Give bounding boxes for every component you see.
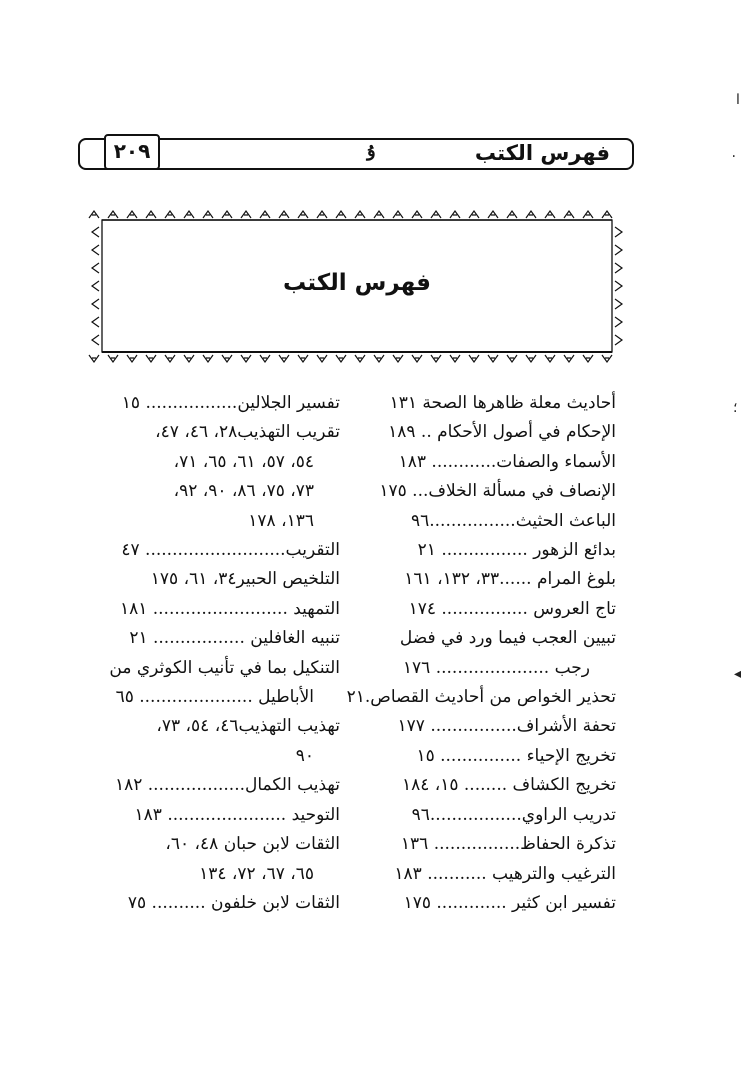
index-entry: تدريب الراوي.................٩٦: [411, 804, 616, 825]
border-ornament: [412, 211, 422, 218]
border-ornament: [317, 355, 327, 362]
border-ornament: [615, 227, 622, 237]
index-entry: الترغيب والترهيب ........... ١٨٣: [394, 863, 616, 884]
border-ornament: [127, 355, 137, 362]
border-ornament: [260, 211, 270, 218]
border-ornament: [450, 355, 460, 362]
index-entry: تفسير ابن كثير ............. ١٧٥: [403, 892, 616, 913]
index-entry: ٩٠: [295, 745, 314, 766]
index-entry: الأسماء والصفات............ ١٨٣: [398, 451, 616, 472]
border-ornament: [203, 211, 213, 218]
border-ornament: [469, 211, 479, 218]
running-header: [78, 138, 634, 170]
header-ornament: ۇ: [367, 140, 376, 161]
title-frame: [88, 208, 626, 366]
border-ornament: [615, 245, 622, 255]
index-entry: التوحيد ...................... ١٨٣: [134, 804, 340, 825]
border-ornament: [89, 355, 99, 362]
index-entry: التنكيل بما في تأنيب الكوثري من: [109, 657, 340, 678]
border-ornament: [336, 355, 346, 362]
border-ornament: [526, 355, 536, 362]
index-entry: الإحكام في أصول الأحكام .. ١٨٩: [388, 422, 616, 443]
border-ornament: [431, 355, 441, 362]
border-ornament: [184, 211, 194, 218]
index-entry: ٧٣، ٧٥، ٨٦، ٩٠، ٩٢،: [173, 481, 314, 502]
index-entry: تهذيب الكمال.................. ١٨٢: [114, 775, 340, 796]
index-entry: التمهيد ......................... ١٨١: [119, 598, 340, 619]
border-ornament: [526, 211, 536, 218]
index-entry: التقريب.......................... ٤٧: [121, 540, 340, 561]
index-entry: بلوغ المرام ......٣٣، ١٣٢، ١٦١: [404, 569, 616, 590]
index-entry: تبيين العجب فيما ورد في فضل: [399, 628, 616, 649]
index-entry: تنبيه الغافلين ................. ٢١: [129, 628, 340, 649]
index-column-right: [346, 389, 616, 918]
border-ornament: [165, 211, 175, 218]
index-entry: تقريب التهذيب٢٨، ٤٦، ٤٧،: [155, 422, 340, 443]
border-ornament: [108, 355, 118, 362]
border-ornament: [615, 317, 622, 327]
border-ornament: [431, 211, 441, 218]
index-entry: أحاديث معلة ظاهرها الصحة ١٣١: [389, 393, 616, 413]
border-ornament: [222, 211, 232, 218]
border-ornament: [412, 355, 422, 362]
border-ornament: [393, 211, 403, 218]
border-ornament: [374, 211, 384, 218]
index-entry: الإنصاف في مسألة الخلاف... ١٧٥: [379, 481, 616, 502]
border-ornament: [393, 355, 403, 362]
index-entry: التلخيص الحبير٣٤، ٦١، ١٧٥: [150, 569, 340, 590]
border-ornament: [564, 211, 574, 218]
index-entry: ٦٥، ٦٧، ٧٢، ١٣٤: [199, 863, 314, 884]
border-ornament: [89, 211, 99, 218]
index-entry: رجب ..................... ١٧٦: [402, 657, 590, 678]
index-entry: ٥٤، ٥٧، ٦١، ٦٥، ٧١،: [173, 451, 314, 472]
border-ornament: [298, 355, 308, 362]
index-entry: تفسير الجلالين................. ١٥: [121, 393, 340, 413]
border-ornament: [108, 211, 118, 218]
border-ornament: [279, 211, 289, 218]
running-header-title: فهرس الكتب: [474, 141, 610, 165]
border-ornament: [545, 355, 555, 362]
index-column-left: [88, 389, 340, 918]
section-title: فهرس الكتب: [283, 270, 431, 296]
index-entry: ١٣٦، ١٧٨: [248, 510, 314, 531]
border-ornament: [507, 211, 517, 218]
border-ornament: [146, 355, 156, 362]
border-ornament: [92, 245, 99, 255]
margin-mark: ؛: [733, 400, 738, 416]
border-ornament: [222, 355, 232, 362]
border-ornament: [602, 355, 612, 362]
border-ornament: [615, 299, 622, 309]
border-ornament: [564, 355, 574, 362]
border-ornament: [507, 355, 517, 362]
border-ornament: [165, 355, 175, 362]
border-ornament: [184, 355, 194, 362]
border-ornament: [374, 355, 384, 362]
index-entry: الأباطيل ..................... ٦٥: [115, 687, 314, 708]
border-ornament: [317, 211, 327, 218]
border-ornament: [298, 211, 308, 218]
border-ornament: [203, 355, 213, 362]
border-ornament: [602, 211, 612, 218]
index-entry: تخريج الكشاف ........ ١٥، ١٨٤: [401, 775, 616, 796]
index-entry: تهذيب التهذيب٤٦، ٥٤، ٧٣،: [156, 716, 340, 737]
index-entry: تذكرة الحفاظ................ ١٣٦: [400, 834, 616, 855]
border-ornament: [583, 211, 593, 218]
border-ornament: [450, 211, 460, 218]
index-entry: تاج العروس ................ ١٧٤: [408, 598, 616, 619]
border-ornament: [92, 335, 99, 345]
border-ornament: [355, 211, 365, 218]
margin-mark: ٠: [730, 148, 738, 164]
border-ornament: [146, 211, 156, 218]
border-ornament: [615, 335, 622, 345]
border-ornament: [469, 355, 479, 362]
index-entry: تحفة الأشراف................ ١٧٧: [397, 716, 616, 737]
border-ornament: [92, 317, 99, 327]
index-entry: تحذير الخواص من أحاديث القصاص.٢١: [346, 687, 616, 708]
index-entry: الثقات لابن خلفون .......... ٧٥: [127, 892, 340, 913]
index-entry: الباعث الحثيث................٩٦: [410, 510, 616, 531]
index-entry: تخريج الإحياء ............... ١٥: [416, 745, 616, 766]
border-ornament: [545, 211, 555, 218]
margin-mark: ا: [736, 92, 740, 108]
border-ornament: [127, 211, 137, 218]
page-number: ٢٠٩: [104, 134, 160, 170]
border-ornament: [260, 355, 270, 362]
border-ornament: [488, 355, 498, 362]
border-ornament: [336, 211, 346, 218]
border-ornament: [92, 227, 99, 237]
border-ornament: [488, 211, 498, 218]
margin-mark: ◂: [734, 666, 742, 682]
index-entry: الثقات لابن حبان ٤٨، ٦٠،: [165, 834, 340, 855]
border-ornament: [279, 355, 289, 362]
border-ornament: [241, 355, 251, 362]
border-ornament: [241, 211, 251, 218]
border-ornament: [355, 355, 365, 362]
index-entry: بدائع الزهور ................ ٢١: [417, 540, 616, 561]
border-ornament: [92, 299, 99, 309]
border-ornament: [583, 355, 593, 362]
